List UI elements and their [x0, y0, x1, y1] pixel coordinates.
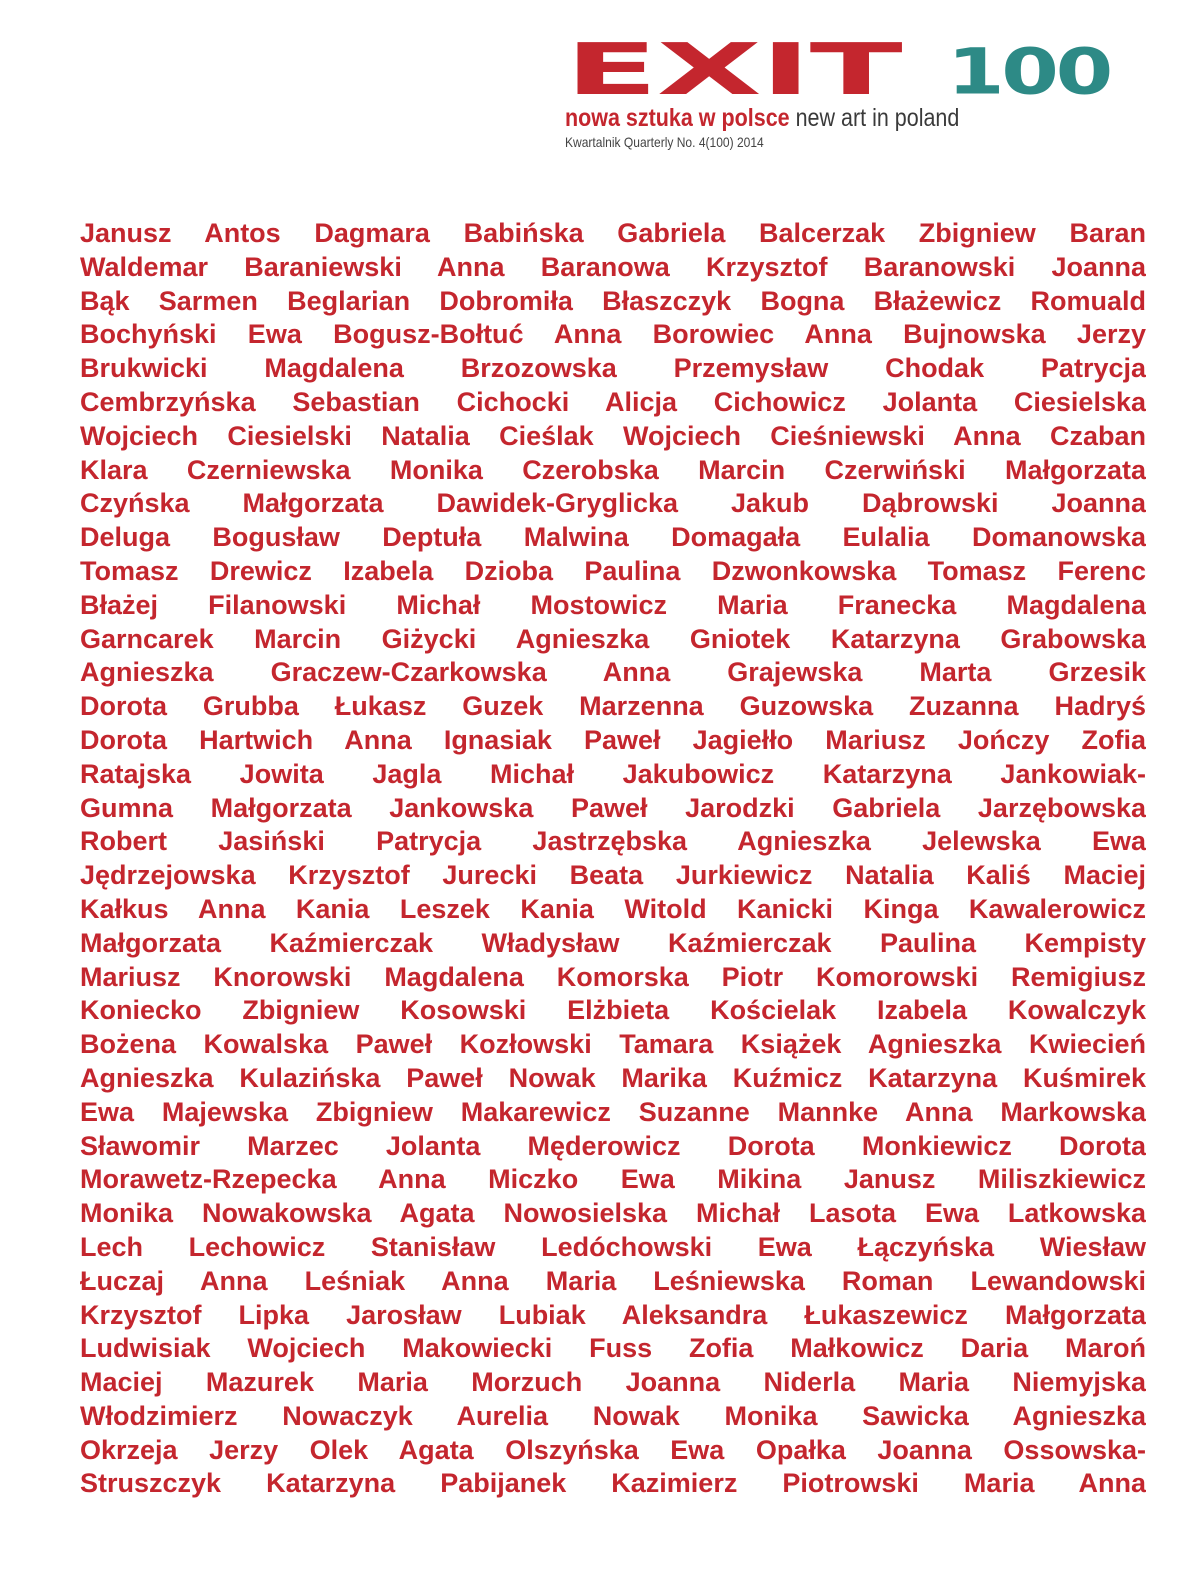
- names-line: Brukwicki Magdalena Brzozowska Przemysław Chodak Patrycja: [80, 353, 1146, 384]
- masthead: [565, 28, 1155, 154]
- names-line: Waldemar Baraniewski Anna Baranowa Krzysztof Baranowski Joanna: [80, 251, 1146, 282]
- names-line: Dorota Grubba Łukasz Guzek Marzenna Guzowska Zuzanna Hadryś: [80, 691, 1146, 722]
- names-line: Maciej Mazurek Maria Morzuch Joanna Niderla Maria Niemyjska: [80, 1367, 1146, 1398]
- names-line: Małgorzata Kaźmierczak Władysław Kaźmierczak Paulina Kempisty: [80, 927, 1146, 958]
- names-line: Struszczyk Katarzyna Pabijanek Kazimierz Piotrowski Maria Anna: [80, 1468, 1146, 1499]
- issue-line: Kwartalnik Quarterly No. 4(100) 2014: [565, 134, 764, 150]
- names-line: Morawetz-Rzepecka Anna Miczko Ewa Mikina Janusz Miliszkiewicz: [80, 1164, 1146, 1195]
- logo-issue-number: 100: [947, 34, 1110, 109]
- names-line: Wojciech Ciesielski Natalia Cieślak Wojciech Cieśniewski Anna Czaban: [80, 420, 1146, 451]
- names-line: Bożena Kowalska Paweł Kozłowski Tamara Książek Agnieszka Kwiecień: [80, 1029, 1146, 1060]
- names-line: Bochyński Ewa Bogusz-Bołtuć Anna Borowiec Anna Bujnowska Jerzy: [80, 319, 1146, 350]
- names-line: Lech Lechowicz Stanisław Ledóchowski Ewa Łączyńska Wiesław: [80, 1231, 1146, 1262]
- names-line: Okrzeja Jerzy Olek Agata Olszyńska Ewa Opałka Joanna Ossowska-: [80, 1434, 1146, 1465]
- names-line: Janusz Antos Dagmara Babińska Gabriela Balcerzak Zbigniew Baran: [80, 218, 1146, 248]
- names-line: Ewa Majewska Zbigniew Makarewicz Suzanne Mannke Anna Markowska: [80, 1096, 1146, 1127]
- names-line: Czyńska Małgorzata Dawidek-Gryglicka Jakub Dąbrowski Joanna: [80, 488, 1146, 519]
- tagline-polish: nowa sztuka w polsce: [565, 104, 790, 132]
- tagline: [565, 106, 959, 131]
- names-line: Agnieszka Kulazińska Paweł Nowak Marika Kuźmicz Katarzyna Kuśmirek: [80, 1062, 1146, 1093]
- names-line: Tomasz Drewicz Izabela Dzioba Paulina Dzwonkowska Tomasz Ferenc: [80, 555, 1146, 586]
- names-line: Agnieszka Graczew-Czarkowska Anna Grajewska Marta Grzesik: [80, 657, 1146, 688]
- names-line: Jędrzejowska Krzysztof Jurecki Beata Jurkiewicz Natalia Kaliś Maciej: [80, 860, 1146, 891]
- names-line: Bąk Sarmen Beglarian Dobromiła Błaszczyk Bogna Błażewicz Romuald: [80, 285, 1146, 316]
- names-line: Garncarek Marcin Giżycki Agnieszka Gniotek Katarzyna Grabowska: [80, 623, 1146, 654]
- names-line: Klara Czerniewska Monika Czerobska Marcin Czerwiński Małgorzata: [80, 454, 1146, 485]
- names-line: Krzysztof Lipka Jarosław Lubiak Aleksandra Łukaszewicz Małgorzata: [80, 1299, 1146, 1330]
- contributors-list: [80, 217, 1146, 1501]
- names-line: Deluga Bogusław Deptuła Malwina Domagała Eulalia Domanowska: [80, 522, 1146, 553]
- names-line: Ratajska Jowita Jagla Michał Jakubowicz Katarzyna Jankowiak-: [80, 758, 1146, 789]
- names-line: Błażej Filanowski Michał Mostowicz Maria Franecka Magdalena: [80, 589, 1146, 620]
- names-line: Robert Jasiński Patrycja Jastrzębska Agnieszka Jelewska Ewa: [80, 826, 1146, 857]
- names-line: Monika Nowakowska Agata Nowosielska Michał Lasota Ewa Latkowska: [80, 1198, 1146, 1229]
- names-line: Ludwisiak Wojciech Makowiecki Fuss Zofia Małkowicz Daria Maroń: [80, 1333, 1146, 1364]
- names-line: Gumna Małgorzata Jankowska Paweł Jarodzki Gabriela Jarzębowska: [80, 792, 1146, 823]
- names-line: Mariusz Knorowski Magdalena Komorska Piotr Komorowski Remigiusz: [80, 961, 1146, 992]
- names-line: Sławomir Marzec Jolanta Męderowicz Dorota Monkiewicz Dorota: [80, 1130, 1146, 1161]
- names-line: Włodzimierz Nowaczyk Aurelia Nowak Monika Sawicka Agnieszka: [80, 1400, 1146, 1431]
- names-line: Łuczaj Anna Leśniak Anna Maria Leśniewska Roman Lewandowski: [80, 1265, 1146, 1296]
- names-line: Dorota Hartwich Anna Ignasiak Paweł Jagiełło Mariusz Jończy Zofia: [80, 724, 1146, 755]
- tagline-english: new art in poland: [795, 104, 960, 132]
- logo-word: EXIT: [565, 28, 902, 111]
- names-line: Koniecko Zbigniew Kosowski Elżbieta Kościelak Izabela Kowalczyk: [80, 995, 1146, 1026]
- names-line: Kałkus Anna Kania Leszek Kania Witold Kanicki Kinga Kawalerowicz: [80, 893, 1146, 924]
- names-line: Cembrzyńska Sebastian Cichocki Alicja Cichowicz Jolanta Ciesielska: [80, 386, 1146, 417]
